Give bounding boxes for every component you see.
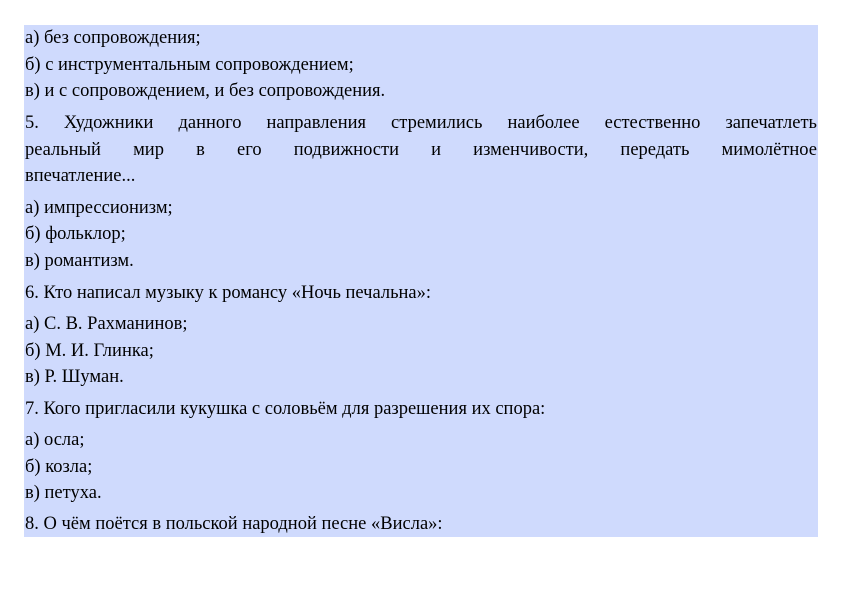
q6-question: 6. Кто написал музыку к романсу «Ночь печальна»: — [25, 283, 432, 303]
q4-option-b: б) с инструментальным сопровождением; — [25, 55, 354, 75]
q6-option-b: б) М. И. Глинка; — [25, 341, 154, 361]
q5-option-b: б) фольклор; — [25, 224, 126, 244]
q6-option-a: а) С. В. Рахманинов; — [25, 314, 188, 334]
q6-option-c: в) Р. Шуман. — [25, 367, 124, 387]
q7-option-a: а) осла; — [25, 430, 85, 450]
q5-question-line-2: реальный мир в его подвижности и изменчивости, передать мимолётное — [25, 140, 817, 160]
q4-option-c: в) и с сопровождением, и без сопровождения. — [25, 81, 386, 101]
q4-option-a: а) без сопровождения; — [25, 28, 201, 48]
q7-option-b: б) козла; — [25, 457, 93, 477]
q8-question: 8. О чём поётся в польской народной песне «Висла»: — [25, 514, 443, 534]
q5-option-a: а) импрессионизм; — [25, 198, 173, 218]
q7-option-c: в) петуха. — [25, 483, 102, 503]
q5-question-line-3: впечатление... — [25, 166, 136, 186]
quiz-content-block — [24, 25, 818, 537]
q7-question: 7. Кого пригласили кукушка с соловьём для разрешения их спора: — [25, 399, 546, 419]
q5-option-c: в) романтизм. — [25, 251, 134, 271]
q5-question-line-1: 5. Художники данного направления стремились наиболее естественно запечатлеть — [25, 113, 817, 133]
